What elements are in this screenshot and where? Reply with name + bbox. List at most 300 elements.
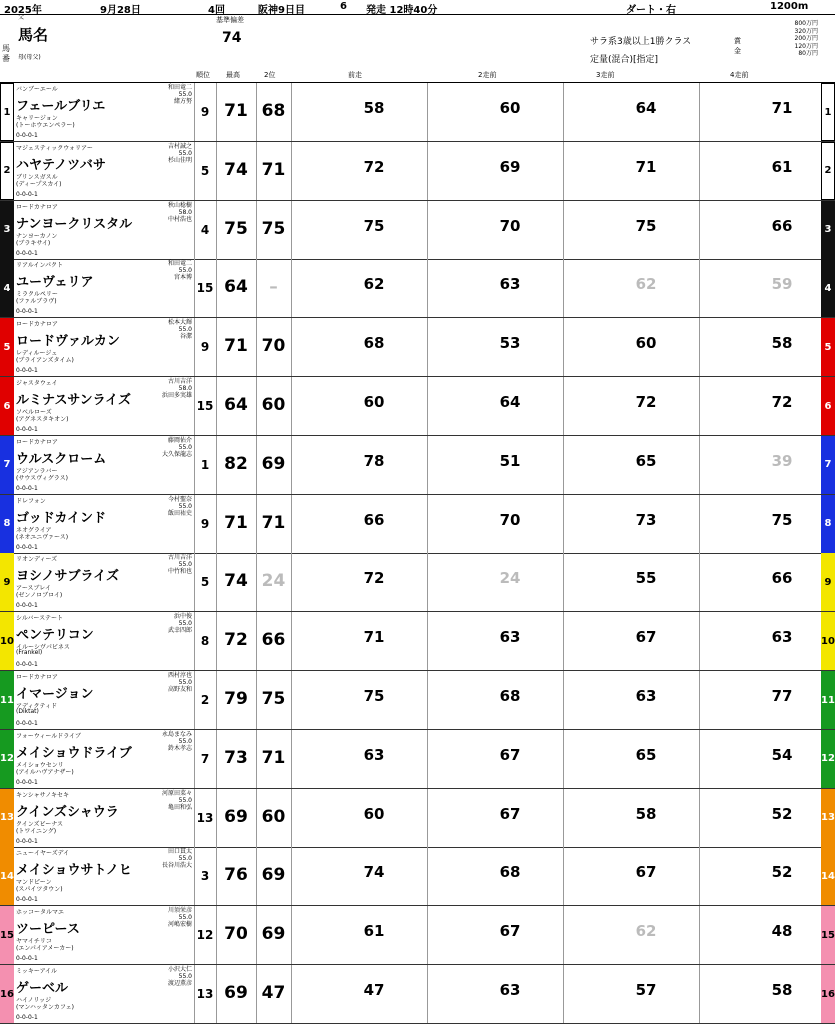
rank: 13 <box>194 789 217 847</box>
weight: 55.0 <box>178 326 192 334</box>
past-race-2 <box>427 201 564 259</box>
weight: 55.0 <box>178 679 192 686</box>
damsire: (ディープスカイ) <box>16 180 62 188</box>
past-rating: 51 <box>499 451 521 470</box>
sire: マジェスティックウォリアー <box>16 144 93 152</box>
horse-number-right: 5 <box>821 318 835 376</box>
dam: メイショウセンリ <box>16 761 64 769</box>
horse-number-right: 14 <box>821 847 835 905</box>
past-race-1 <box>291 142 428 200</box>
jockey-block <box>132 672 192 693</box>
horse-name: ヨシノサブライズ <box>16 569 119 585</box>
horse-info <box>14 495 195 553</box>
horse-info <box>14 436 195 494</box>
horse-row[interactable] <box>0 377 835 436</box>
jockey: 和田竜二 <box>167 84 192 91</box>
past-race-2 <box>427 789 564 847</box>
horse-row[interactable] <box>0 259 835 318</box>
record: 0-0-0-1 <box>16 1014 38 1021</box>
horse-row[interactable] <box>0 612 835 671</box>
sire: ロードカナロア <box>16 438 58 446</box>
past-rating: 67 <box>499 922 521 941</box>
horse-name: ロードヴァルカン <box>16 334 120 350</box>
prize-1: 800万円 <box>794 20 818 27</box>
second-rating <box>256 83 292 141</box>
horse-row[interactable] <box>0 436 835 495</box>
past-rating: 75 <box>363 687 385 705</box>
past-rating: 73 <box>635 510 657 529</box>
best-value: 69 <box>224 806 248 827</box>
horse-name: メイショウドライブ <box>16 745 132 761</box>
dam: ネオグライア <box>16 526 52 534</box>
past-rating: 55 <box>635 569 657 588</box>
past-rating: 59 <box>771 275 793 294</box>
past-rating: 69 <box>499 157 521 176</box>
horse-number-right: 7 <box>821 436 835 494</box>
horse-no-label: 馬番 <box>2 44 10 63</box>
past-rating: 68 <box>499 687 521 705</box>
past-rating: 63 <box>771 628 793 647</box>
past-race-2 <box>427 671 564 729</box>
past-race-1 <box>291 377 428 435</box>
past-rating: 52 <box>771 804 793 823</box>
horse-number: 4 <box>0 259 14 317</box>
horse-row[interactable] <box>0 201 835 260</box>
second-rating <box>256 847 292 905</box>
jockey-block <box>132 790 192 811</box>
second-value: 47 <box>261 983 286 1003</box>
horse-info <box>14 83 195 141</box>
jockey: 永島まなみ <box>161 730 192 738</box>
rank: 1 <box>194 436 217 494</box>
past-race-4 <box>699 83 822 141</box>
weight: 55.0 <box>178 796 192 804</box>
horse-info <box>14 965 195 1023</box>
past-race-3 <box>563 553 700 611</box>
second-rating <box>256 730 292 788</box>
jockey: 藤岡佑介 <box>167 436 192 444</box>
past-race-2 <box>427 553 564 611</box>
trainer: 河嶋宏樹 <box>167 921 192 929</box>
best-value: 70 <box>224 924 248 945</box>
trainer: 鈴木孝志 <box>167 744 192 752</box>
past-race-3 <box>563 83 700 141</box>
horse-number: 16 <box>0 965 14 1023</box>
rank: 15 <box>194 377 217 435</box>
best-rating <box>216 847 257 905</box>
weight: 58.0 <box>178 208 192 216</box>
past-rating: 70 <box>499 216 521 235</box>
past-rating: 64 <box>499 393 521 411</box>
horse-info <box>14 201 195 259</box>
past-race-3 <box>563 142 700 200</box>
weight: 55.0 <box>178 855 192 863</box>
past-race-4 <box>699 612 822 670</box>
best-value: 69 <box>224 983 248 1003</box>
horse-number-right: 8 <box>821 495 835 553</box>
horse-number-right: 16 <box>821 965 835 1023</box>
past-rating: 63 <box>499 275 521 294</box>
past-race-1 <box>291 436 428 494</box>
horse-row[interactable] <box>0 142 835 201</box>
second-label: 2位 <box>264 71 276 79</box>
jockey: 小沢大仁 <box>167 966 192 973</box>
jockey: 秋山稔樹 <box>167 201 192 209</box>
past-rating: 67 <box>499 804 521 823</box>
second-rating <box>256 612 292 670</box>
weight: 55.0 <box>178 737 192 745</box>
horse-number: 1 <box>0 83 14 141</box>
horse-number-right: 4 <box>821 259 835 317</box>
past-rating: 63 <box>499 628 521 647</box>
past-race-4 <box>699 495 822 553</box>
horse-info <box>14 142 195 200</box>
jockey-block <box>132 613 192 634</box>
horse-name: メイショウサトノヒ <box>16 863 132 879</box>
name-label: 馬名 <box>18 26 49 44</box>
horse-row[interactable] <box>0 318 835 377</box>
trainer: 長谷川浩大 <box>161 862 192 870</box>
damsire: (ブライアンズタイム) <box>16 357 74 365</box>
past-rating: 66 <box>363 510 385 529</box>
past-rating: 78 <box>363 451 385 470</box>
horse-info <box>14 553 195 611</box>
damsire: (アイルハヴアナザー) <box>16 768 74 776</box>
damsire: (Frankel) <box>16 649 43 657</box>
record: 0-0-0-1 <box>16 661 38 669</box>
best-value: 64 <box>224 395 248 415</box>
prize-3: 200万円 <box>794 35 818 42</box>
race-condition: 定量(混合)[指定] <box>590 55 659 65</box>
past-rating: 58 <box>771 981 793 999</box>
second-value: 75 <box>261 689 286 709</box>
weight: 55.0 <box>178 561 192 569</box>
jockey: 古川吉洋 <box>167 554 192 562</box>
horse-number: 2 <box>0 142 14 200</box>
past-rating: 39 <box>771 451 793 470</box>
horse-name: ルミナスサンライズ <box>16 393 132 408</box>
horse-info <box>14 318 195 376</box>
past-race-4 <box>699 906 822 964</box>
horse-number-right: 9 <box>821 553 835 611</box>
best-value: 82 <box>224 453 248 474</box>
horse-info <box>14 259 195 317</box>
record: 0-0-0-1 <box>16 484 38 492</box>
past-rating: 24 <box>499 569 521 588</box>
past-race-1 <box>291 553 428 611</box>
dam: キャリージョン <box>16 115 58 122</box>
trainer: 武幸四郎 <box>167 627 192 635</box>
best-rating <box>216 318 257 376</box>
past-rating: 74 <box>363 863 385 882</box>
jockey-block <box>132 319 192 340</box>
past-race-4 <box>699 730 822 788</box>
sire: ロードカナロア <box>16 203 58 211</box>
weight: 55.0 <box>178 267 192 275</box>
sire: ジャスタウェイ <box>16 380 58 387</box>
horse-number-right: 3 <box>821 201 835 259</box>
past-race-2 <box>427 318 564 376</box>
horse-row[interactable] <box>0 847 835 906</box>
past-race-3 <box>563 965 700 1023</box>
horse-row[interactable] <box>0 671 835 730</box>
best-rating <box>216 789 257 847</box>
sire: バンブーエール <box>16 86 58 93</box>
past-race-4 <box>699 553 822 611</box>
horse-number: 9 <box>0 553 14 611</box>
damsire: (エンパイアメーカー) <box>16 945 74 953</box>
past-rating: 61 <box>771 157 793 176</box>
best-rating <box>216 906 257 964</box>
horse-row[interactable] <box>0 553 835 612</box>
best-rating <box>216 553 257 611</box>
best-rating <box>216 201 257 259</box>
second-rating <box>256 553 292 611</box>
horse-row[interactable] <box>0 906 835 965</box>
second-rating <box>256 201 292 259</box>
prev4-label: 4走前 <box>730 71 749 79</box>
jockey: 松本大輝 <box>167 319 192 327</box>
sire: ミッキーアイル <box>16 968 58 975</box>
past-race-1 <box>291 789 428 847</box>
sire: シルバーステート <box>16 615 64 623</box>
dam: イルーシヴパビネス <box>16 644 70 652</box>
horse-info <box>14 377 195 435</box>
dam: アースブレイ <box>16 585 51 593</box>
horse-name: ツーピース <box>16 922 80 938</box>
sire: ニューイヤーズデイ <box>16 850 70 858</box>
damsire: (ネオユニヴァース) <box>16 533 69 541</box>
best-value: 74 <box>224 571 248 592</box>
jockey-block <box>132 84 192 105</box>
past-race-3 <box>563 671 700 729</box>
horse-info <box>14 671 195 729</box>
horse-number: 14 <box>0 847 14 905</box>
dam: ナンヨーカノン <box>16 232 58 240</box>
damsire: (アグネスタキオン) <box>16 416 69 423</box>
past-race-3 <box>563 789 700 847</box>
second-rating <box>256 377 292 435</box>
horse-info <box>14 906 195 964</box>
weight: 58.0 <box>178 385 192 392</box>
past-rating: 63 <box>363 745 385 764</box>
past-rating: 67 <box>635 628 657 647</box>
jockey: 和田竜二 <box>167 260 192 268</box>
horse-number-right: 12 <box>821 730 835 788</box>
second-value: 69 <box>261 924 286 945</box>
dam-label: 母(母父) <box>18 54 41 61</box>
record: 0-0-0-1 <box>16 249 38 257</box>
horse-row[interactable] <box>0 965 835 1024</box>
jockey: 西村淳也 <box>167 672 192 679</box>
past-race-2 <box>427 906 564 964</box>
horse-number-right: 1 <box>821 83 835 141</box>
weight: 55.0 <box>178 502 192 510</box>
past-rating: 67 <box>499 745 521 764</box>
horse-name: イマージョン <box>16 687 94 702</box>
prize-label-2: 金 <box>734 47 741 55</box>
past-race-3 <box>563 377 700 435</box>
dam: ハイノリッジ <box>16 997 52 1004</box>
dam: マンドピーン <box>16 879 52 887</box>
trainer: 高野友和 <box>167 686 192 693</box>
past-race-3 <box>563 201 700 259</box>
record: 0-0-0-1 <box>16 720 38 727</box>
race-header <box>0 0 835 15</box>
sire: キンシャサノキセキ <box>16 791 70 799</box>
horse-row[interactable] <box>0 83 835 142</box>
race-class: サラ系3歳以上1勝クラス <box>590 37 692 47</box>
past-race-4 <box>699 965 822 1023</box>
past-rating: 71 <box>635 157 657 176</box>
past-rating: 62 <box>363 275 385 294</box>
best-rating <box>216 436 257 494</box>
record: 0-0-0-1 <box>16 955 38 963</box>
prev1-label: 前走 <box>348 71 362 79</box>
past-rating: 66 <box>771 569 793 588</box>
past-rating: 63 <box>635 687 657 705</box>
damsire: (トーホウエンペラー) <box>16 122 75 129</box>
trainer: 杉山佳明 <box>167 156 192 164</box>
jockey: 今村聖奈 <box>167 495 192 503</box>
second-value: 60 <box>261 806 286 827</box>
jockey: 田口貫太 <box>167 848 192 856</box>
best-value: 71 <box>224 336 248 357</box>
past-race-4 <box>699 142 822 200</box>
past-race-1 <box>291 495 428 553</box>
past-rating: 67 <box>635 863 657 882</box>
jockey: 川須栄彦 <box>167 907 192 915</box>
rank: 13 <box>194 965 217 1023</box>
rank: 8 <box>194 612 217 670</box>
jockey-block <box>132 496 192 517</box>
past-rating: 58 <box>635 804 657 823</box>
rank: 2 <box>194 671 217 729</box>
rank: 9 <box>194 318 217 376</box>
damsire: (スパイツタウン) <box>16 886 63 894</box>
past-race-1 <box>291 201 428 259</box>
jockey-block <box>132 378 192 399</box>
best-value: 79 <box>224 689 248 709</box>
past-rating: 60 <box>635 334 657 353</box>
dam: アディクティド <box>16 703 58 710</box>
jockey-block <box>132 143 192 164</box>
weight: 55.0 <box>178 973 192 980</box>
past-rating: 77 <box>771 687 793 705</box>
past-race-3 <box>563 730 700 788</box>
second-rating <box>256 671 292 729</box>
damsire: (ファルブラヴ) <box>16 298 57 306</box>
dam: クインズビーナス <box>16 820 64 828</box>
past-rating: 65 <box>635 451 657 470</box>
rank: 15 <box>194 259 217 317</box>
past-race-2 <box>427 436 564 494</box>
past-rating: 58 <box>771 334 793 353</box>
past-race-1 <box>291 318 428 376</box>
horse-row[interactable] <box>0 495 835 554</box>
past-race-1 <box>291 847 428 905</box>
past-rating: 72 <box>635 393 657 411</box>
jockey-block <box>132 554 192 575</box>
horse-number: 5 <box>0 318 14 376</box>
course: 阪神9日目 <box>258 5 305 16</box>
meeting: 4回 <box>208 5 225 16</box>
sire: ホッコータルマエ <box>16 909 65 917</box>
prize-list <box>770 20 818 58</box>
damsire: (サウスヴィグラス) <box>16 474 68 482</box>
record: 0-0-0-1 <box>16 896 38 904</box>
past-rating: 64 <box>635 99 657 117</box>
jockey: 浜中俊 <box>173 613 192 621</box>
sire: リオンディーズ <box>16 556 58 564</box>
best-label: 最高 <box>226 71 240 79</box>
second-rating <box>256 142 292 200</box>
record: 0-0-0-1 <box>16 778 38 786</box>
past-rating: 75 <box>363 216 385 235</box>
past-race-2 <box>427 612 564 670</box>
trainer: 飯田祐史 <box>167 509 192 517</box>
horse-name: ウルスクローム <box>16 451 107 467</box>
horse-info <box>14 847 195 905</box>
horse-number-right: 15 <box>821 906 835 964</box>
second-value: 69 <box>261 453 286 474</box>
past-rating: 72 <box>771 393 793 411</box>
record: 0-0-0-1 <box>16 190 38 198</box>
past-race-4 <box>699 847 822 905</box>
past-rating: 52 <box>771 863 793 882</box>
second-value: 71 <box>261 512 286 533</box>
past-rating: 70 <box>499 510 521 529</box>
past-race-4 <box>699 377 822 435</box>
horse-name: ユーヴェリア <box>16 275 94 291</box>
horse-name: クインズシャウラ <box>16 804 119 820</box>
past-race-4 <box>699 318 822 376</box>
best-rating <box>216 730 257 788</box>
best-value: 64 <box>224 277 248 298</box>
past-rating: 63 <box>499 981 521 999</box>
trainer: 大久保龍志 <box>161 450 192 458</box>
second-rating <box>256 789 292 847</box>
prev2-label: 2走前 <box>478 71 497 79</box>
dam: ヤマイチリコ <box>16 938 52 946</box>
past-race-3 <box>563 259 700 317</box>
horse-name: ハヤテノツバサ <box>16 157 106 173</box>
horse-name: ゴッドカインド <box>16 510 106 526</box>
horse-row[interactable] <box>0 789 835 848</box>
horse-row[interactable] <box>0 730 835 789</box>
past-race-4 <box>699 436 822 494</box>
trainer: 中村浩也 <box>167 215 192 223</box>
second-value: 70 <box>261 336 286 357</box>
horse-number-right: 13 <box>821 789 835 847</box>
past-rating: 53 <box>499 334 521 353</box>
horse-name: ナンヨークリスタル <box>16 216 133 232</box>
past-rating: 65 <box>635 745 657 764</box>
past-rating: 48 <box>771 922 793 941</box>
second-value: 24 <box>261 571 286 592</box>
rank: 5 <box>194 553 217 611</box>
past-rating: 75 <box>771 510 793 529</box>
horse-name: フェールブリエ <box>16 99 106 114</box>
second-rating <box>256 495 292 553</box>
best-value: 72 <box>224 630 248 651</box>
horse-number: 11 <box>0 671 14 729</box>
trainer: 宮本博 <box>173 274 192 282</box>
past-rating: 72 <box>363 569 385 588</box>
dam: ミラクルペリー <box>16 291 58 299</box>
past-race-4 <box>699 789 822 847</box>
past-rating: 54 <box>771 745 793 764</box>
